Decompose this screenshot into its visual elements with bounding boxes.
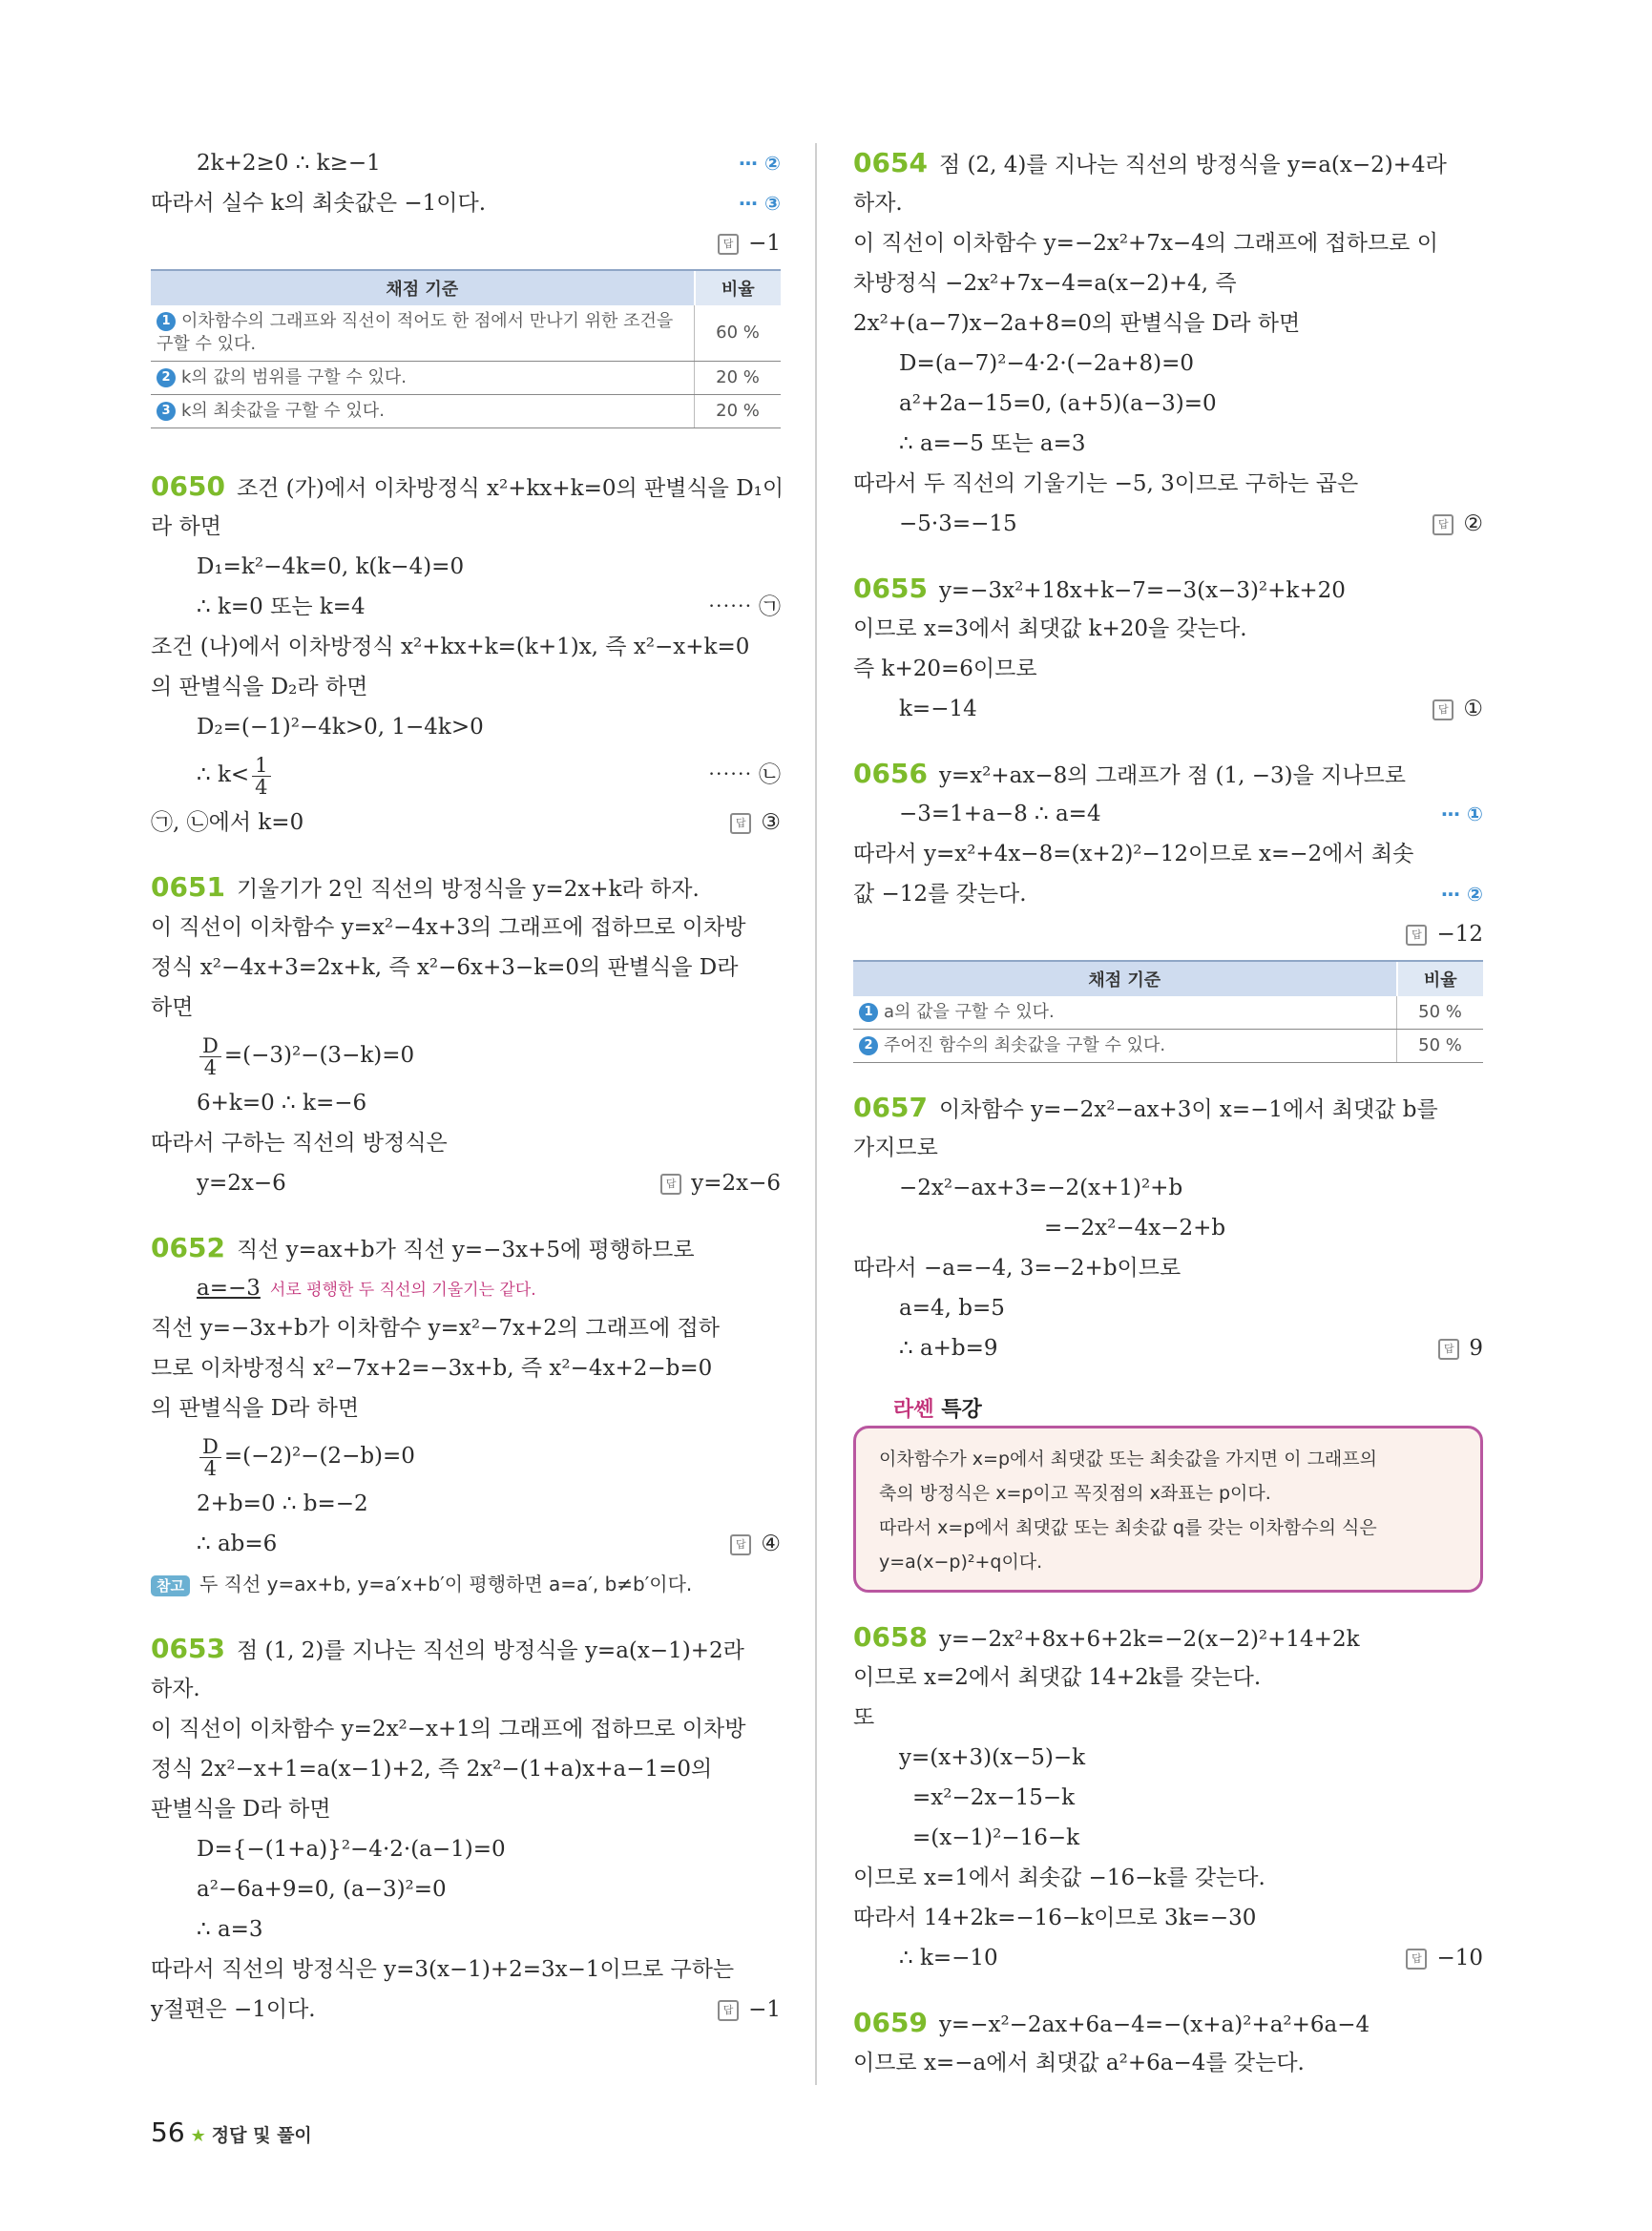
line: D=(a−7)²−4·2·(−2a+8)=0 [899, 351, 1195, 376]
line: 따라서 14+2k=−16−k이므로 3k=−30 [853, 1906, 1257, 1930]
line: 차방정식 −2x²+7x−4=a(x−2)+4, 즉 [853, 271, 1237, 296]
column-divider [815, 143, 817, 2085]
line: 따라서 두 직선의 기울기는 −5, 3이므로 구하는 곱은 [853, 471, 1359, 496]
right-column [853, 143, 1483, 2083]
answer-value: −1 [748, 1997, 781, 2022]
line: =(x−1)²−16−k [912, 1825, 1080, 1850]
line: 2k+2≥0 ∴ k≥−1 ⋯ ② [151, 143, 781, 183]
line: =x²−2x−15−k [912, 1785, 1076, 1810]
line: ∴ ab=6 답 ④ [197, 1532, 781, 1556]
line: ∴ k=0 또는 k=4 ⋯⋯ ㉠ [197, 594, 781, 619]
reference-badge: 참고 [151, 1575, 190, 1596]
step-number-icon: 1 [157, 312, 176, 331]
line: −2x²−ax+3=−2(x+1)²+b [899, 1176, 1183, 1200]
fraction: $\frac{D}{4}$ [199, 1436, 221, 1479]
answer-icon: 답 [1432, 514, 1453, 535]
line: 의 판별식을 D₂라 하면 [151, 675, 368, 699]
step-marker: ⋯ ① [1441, 803, 1483, 825]
answer-value: y=2x−6 [691, 1171, 781, 1196]
line: 하자. [853, 191, 903, 216]
tip-content: 이차함수가 x=p에서 최댓값 또는 최솟값을 가지면 이 그래프의 축의 방정식은 x=p이고 꼭짓점의 x좌표는 p이다. 따라서 x=p에서 최댓값 또는 최솟값 q를 갖는 이차함수의 식은 y=a(x−p)²+q이다. [853, 1426, 1483, 1593]
answer-value: −10 [1436, 1946, 1483, 1970]
table-row: 3 k의 최솟값을 구할 수 있다. 20 % [151, 395, 781, 428]
line: 하자. [151, 1677, 200, 1701]
answer-icon: 답 [1406, 925, 1427, 946]
footer-label: 정답 및 풀이 [211, 2125, 312, 2146]
left-column [151, 143, 784, 2030]
grading-table [151, 269, 781, 428]
line: 이 직선이 이차함수 y=−2x²+7x−4의 그래프에 접하므로 이 [853, 231, 1438, 256]
answer-icon: 답 [718, 234, 739, 255]
line: 따라서 구하는 직선의 방정식은 [151, 1131, 448, 1156]
line: 판별식을 D라 하면 [151, 1797, 331, 1822]
table-row: 2 k의 값의 범위를 구할 수 있다. 20 % [151, 362, 781, 395]
line: D₂=(−1)²−4k>0, 1−4k>0 [197, 715, 484, 740]
step-number-icon: 2 [859, 1036, 878, 1055]
step-number-icon: 3 [157, 402, 176, 421]
problem-number: 0658 [853, 1621, 928, 1653]
line: 이므로 x=3에서 최댓값 k+20을 갖는다. [853, 616, 1247, 641]
line: 정식 2x²−x+1=a(x−1)+2, 즉 2x²−(1+a)x+a−1=0의 [151, 1757, 713, 1782]
answer-icon: 답 [718, 2000, 739, 2021]
answer-line [151, 223, 781, 263]
step-number-icon: 2 [157, 368, 176, 387]
line: 이므로 x=−a에서 최댓값 a²+6a−4를 갖는다. [853, 2051, 1305, 2075]
line: 이 직선이 이차함수 y=x²−4x+3의 그래프에 접하므로 이차방 [151, 915, 746, 940]
problem-number: 0652 [151, 1232, 225, 1263]
answer-value: ③ [761, 810, 781, 835]
problem-number: 0657 [853, 1092, 928, 1123]
answer-value: ④ [761, 1532, 781, 1556]
line: 가지므로 [853, 1136, 938, 1160]
answer-value: 9 [1469, 1336, 1483, 1361]
answer-line [853, 914, 1483, 954]
line: 이므로 x=1에서 최솟값 −16−k를 갖는다. [853, 1866, 1265, 1890]
problem-0652: 0652 직선 y=ax+b가 직선 y=−3x+5에 평행하므로 [151, 1232, 695, 1263]
answer-value: −1 [748, 231, 781, 256]
line: =−2x²−4x−2+b [1044, 1216, 1226, 1241]
answer-icon: 답 [1438, 1339, 1459, 1360]
line: a=4, b=5 [899, 1296, 1005, 1321]
line: −5·3=−15 답 ② [899, 511, 1483, 536]
line: ∴ k=−10 답 −10 [899, 1946, 1483, 1970]
line: a²−6a+9=0, (a−3)²=0 [197, 1877, 447, 1902]
table-row: 2 주어진 함수의 최솟값을 구할 수 있다. 50 % [853, 1030, 1483, 1063]
tip-box [853, 1397, 1483, 1593]
page-number: 56 [151, 2116, 185, 2148]
line: 의 판별식을 D라 하면 [151, 1396, 360, 1421]
page-footer [151, 2116, 312, 2148]
table-header: 채점 기준 [151, 270, 695, 305]
star-icon: ★ [190, 2126, 206, 2146]
answer-icon: 답 [730, 1534, 751, 1555]
line: 직선 y=−3x+b가 이차함수 y=x²−7x+2의 그래프에 접하 [151, 1316, 720, 1341]
line: 따라서 y=x²+4x−8=(x+2)²−12이므로 x=−2에서 최솟 [853, 842, 1414, 866]
line: 2+b=0 ∴ b=−2 [197, 1491, 368, 1516]
line: ∴ k< $\frac{1}{4}$ ⋯⋯ ㉡ [197, 753, 781, 799]
side-note: 서로 평행한 두 직선의 기울기는 같다. [269, 1281, 536, 1300]
line: 따라서 −a=−4, 3=−2+b이므로 [853, 1256, 1181, 1281]
problem-number: 0654 [853, 147, 928, 178]
answer-value: −12 [1436, 922, 1483, 947]
line: D₁=k²−4k=0, k(k−4)=0 [197, 554, 465, 579]
line: 이 직선이 이차함수 y=2x²−x+1의 그래프에 접하므로 이차방 [151, 1717, 746, 1741]
problem-0656: 0656 y=x²+ax−8의 그래프가 점 (1, −3)을 지나므로 [853, 758, 1407, 789]
problem-0659: 0659 y=−x²−2ax+6a−4=−(x+a)²+a²+6a−4 [853, 2007, 1370, 2038]
line: 정식 x²−4x+3=2x+k, 즉 x²−6x+3−k=0의 판별식을 D라 [151, 955, 739, 980]
line: 6+k=0 ∴ k=−6 [197, 1091, 367, 1116]
line: a²+2a−15=0, (a+5)(a−3)=0 [899, 391, 1217, 416]
line: 라 하면 [151, 514, 221, 539]
line: 조건 (나)에서 이차방정식 x²+kx+k=(k+1)x, 즉 x²−x+k=0 [151, 635, 750, 659]
step-marker: ⋯ ② [1441, 883, 1483, 906]
line: 또 [853, 1705, 875, 1730]
line: 므로 이차방정식 x²−7x+2=−3x+b, 즉 x²−4x+2−b=0 [151, 1356, 713, 1381]
table-header: 비율 [695, 270, 782, 305]
problem-0650: 0650 조건 (가)에서 이차방정식 x²+kx+k=0의 판별식을 D₁이 [151, 470, 784, 502]
line: y절편은 −1이다. 답 −1 [151, 1997, 781, 2022]
line: 값 −12를 갖는다. ⋯ ② [853, 874, 1483, 914]
step-marker: ⋯ ② [739, 152, 781, 175]
answer-icon: 답 [660, 1174, 681, 1195]
table-row: 1 이차함수의 그래프와 직선이 적어도 한 점에서 만나기 위한 조건을 구할 수 있다. 60 % [151, 305, 781, 362]
line: ∴ a+b=9 답 9 [899, 1336, 1483, 1361]
problem-0657: 0657 이차함수 y=−2x²−ax+3이 x=−1에서 최댓값 b를 [853, 1092, 1438, 1123]
line: 2x²+(a−7)x−2a+8=0의 판별식을 D라 하면 [853, 311, 1301, 336]
problem-number: 0656 [853, 758, 928, 789]
line: 하면 [151, 995, 194, 1020]
answer-value: ② [1463, 511, 1483, 536]
line: $\frac{D}{4}$ =(−3)²−(3−k)=0 [151, 1028, 781, 1083]
problem-0655: 0655 y=−3x²+18x+k−7=−3(x−3)²+k+20 [853, 573, 1346, 604]
problem-0654: 0654 점 (2, 4)를 지나는 직선의 방정식을 y=a(x−2)+4라 [853, 147, 1447, 178]
line: ∴ a=3 [197, 1917, 263, 1942]
line: 따라서 직선의 방정식은 y=3(x−1)+2=3x−1이므로 구하는 [151, 1957, 735, 1982]
problem-number: 0655 [853, 573, 928, 604]
problem-0653: 0653 점 (1, 2)를 지나는 직선의 방정식을 y=a(x−1)+2라 [151, 1633, 744, 1664]
line: ㉠, ㉡에서 k=0 답 ③ [151, 810, 781, 835]
fraction: $\frac{1}{4}$ [252, 755, 270, 798]
line: k=−14 답 ① [899, 697, 1483, 721]
line: y=(x+3)(x−5)−k [899, 1745, 1086, 1770]
line: −3=1+a−8 ∴ a=4 ⋯ ① [853, 794, 1483, 834]
step-marker: ⋯ ③ [739, 192, 781, 215]
table-row: 1 a의 값을 구할 수 있다. 50 % [853, 996, 1483, 1030]
fraction: $\frac{D}{4}$ [199, 1035, 221, 1078]
line: ∴ a=−5 또는 a=3 [899, 431, 1086, 456]
step-number-icon: 1 [859, 1003, 878, 1022]
table-header: 비율 [1397, 961, 1484, 996]
tip-title: 라쎈 특강 [893, 1398, 982, 1422]
answer-value: ① [1463, 697, 1483, 721]
line: 따라서 실수 k의 최솟값은 −1이다. ⋯ ③ [151, 183, 781, 223]
line: 즉 k+20=6이므로 [853, 657, 1037, 681]
line: 이므로 x=2에서 최댓값 14+2k를 갖는다. [853, 1665, 1262, 1690]
problem-0651: 0651 기울기가 2인 직선의 방정식을 y=2x+k라 하자. [151, 871, 700, 903]
problem-number: 0653 [151, 1633, 225, 1664]
problem-0658: 0658 y=−2x²+8x+6+2k=−2(x−2)²+14+2k [853, 1621, 1360, 1653]
answer-icon: 답 [730, 813, 751, 834]
problem-number: 0651 [151, 871, 225, 903]
answer-icon: 답 [1406, 1949, 1427, 1970]
grading-table [853, 960, 1483, 1063]
problem-number: 0650 [151, 470, 225, 502]
reference-note: 참고 두 직선 y=ax+b, y=a′x+b′이 평행하면 a=a′, b≠b′이다. [151, 1564, 781, 1604]
line: y=2x−6 답 y=2x−6 [197, 1171, 781, 1196]
line: a=−3 서로 평행한 두 직선의 기울기는 같다. [197, 1276, 536, 1301]
line: $\frac{D}{4}$ =(−2)²−(2−b)=0 [151, 1428, 781, 1484]
line: D={−(1+a)}²−4·2·(a−1)=0 [197, 1837, 506, 1862]
table-header: 채점 기준 [853, 961, 1397, 996]
answer-icon: 답 [1432, 699, 1453, 720]
problem-number: 0659 [853, 2007, 928, 2038]
